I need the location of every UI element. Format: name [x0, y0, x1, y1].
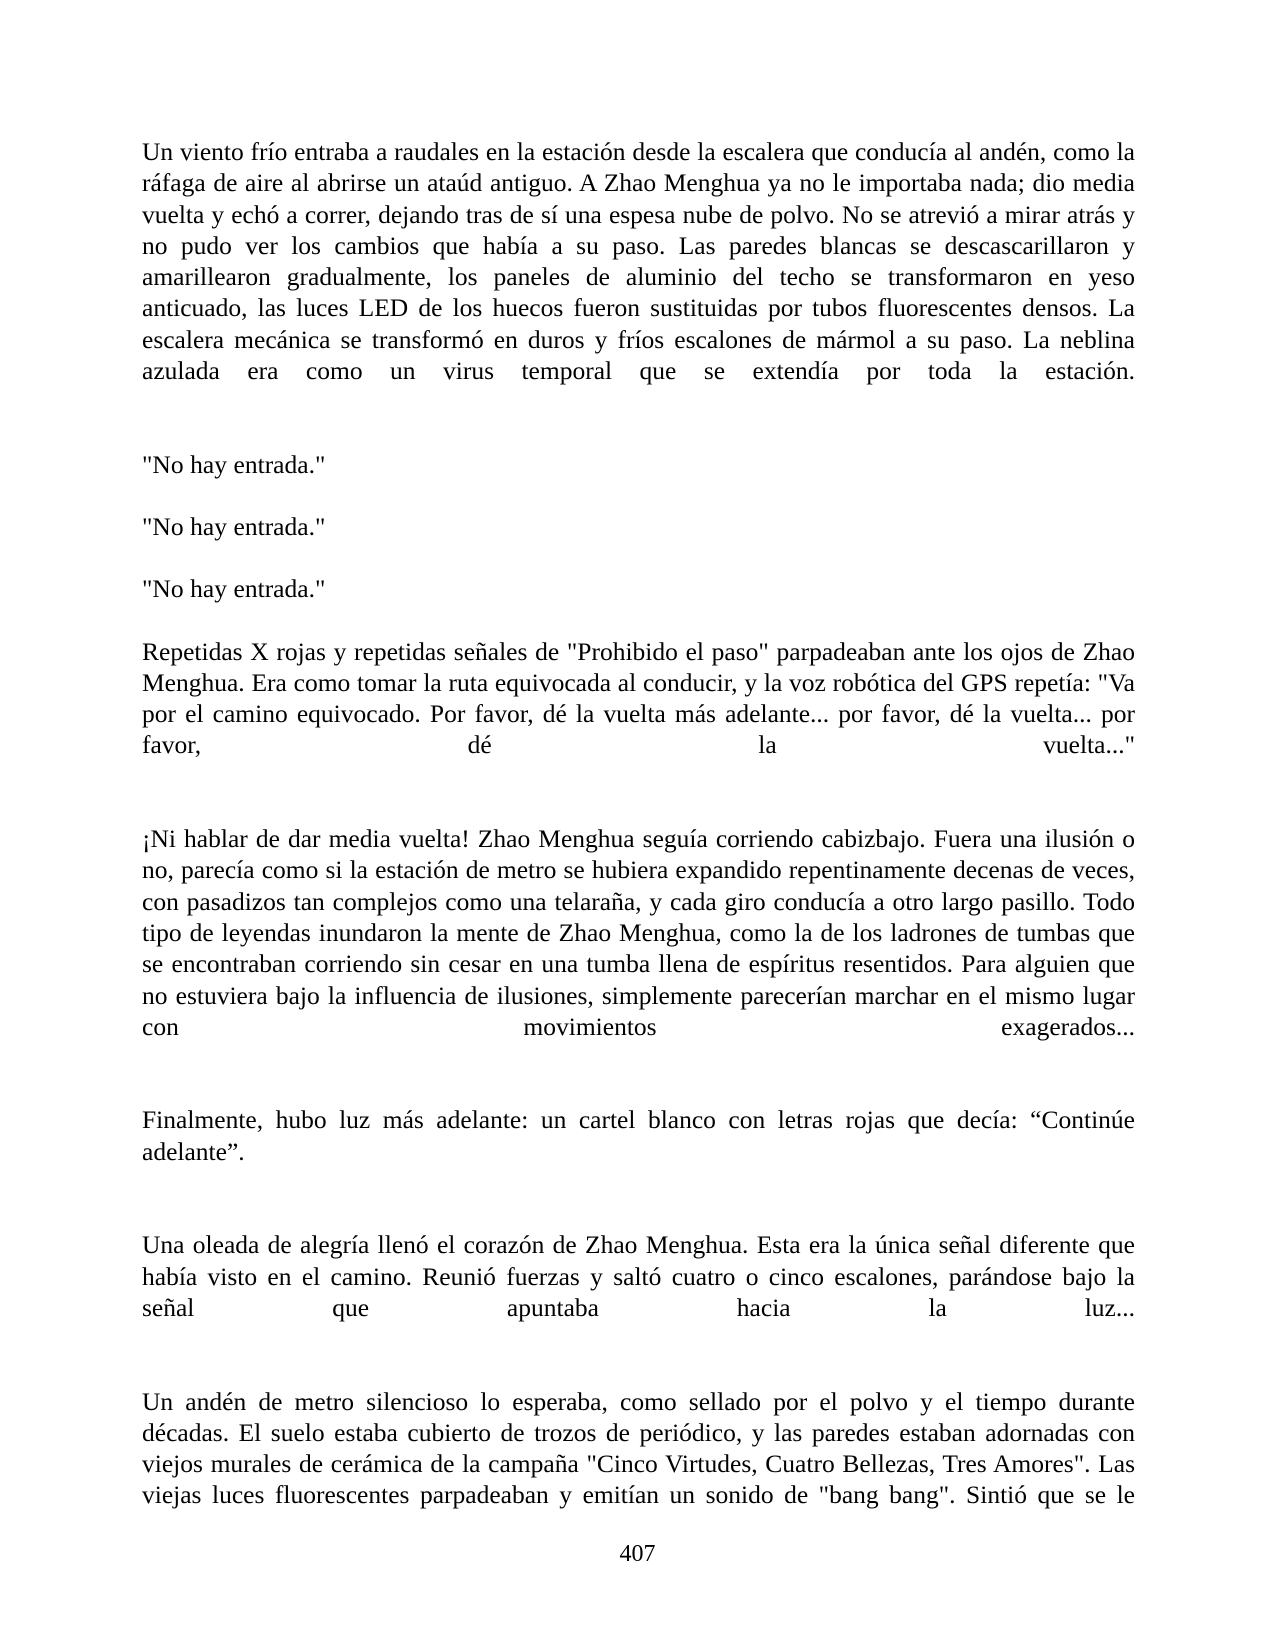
paragraph: Un viento frío entraba a raudales en la estación desde la escalera que conducía al andén, como la ráfaga de aire al abrirse un ataúd antiguo. A Zhao Menghua ya no le importaba nada; dio media vuelta y echó a correr, dejando tras de sí una espesa nube de polvo. No se atrevió a mirar atrás y no pudo ver los cambios que había a su paso. Las paredes blancas se descascarillaron y amarillearon gradualmente, los paneles de aluminio del techo se transformaron en yeso anticuado, las luces LED de los huecos fueron sustituidas por tubos fluorescentes densos. La escalera mecánica se transformó en duros y fríos escalones de mármol a su paso. La neblina azulada era como un virus temporal que se extendía por toda la estación. — [142, 137, 1135, 386]
page-number: 407 — [619, 1541, 656, 1567]
paragraph: "No hay entrada." — [142, 574, 326, 604]
paragraph: Repetidas X rojas y repetidas señales de "Prohibido el paso" parpadeaban ante los ojos de Zhao Menghua. Era como tomar la ruta equivocada al conducir, y la voz robótica del GPS repetía: "Va por el camino equivocado. Por favor, dé la vuelta más adelante... por favor, dé la vuelta... por favor, dé la vuelta..." — [142, 636, 1135, 760]
paragraph: Una oleada de alegría llenó el corazón de Zhao Menghua. Esta era la única señal diferente que había visto en el camino. Reunió fuerzas y saltó cuatro o cinco escalones, parándose bajo la señal que apuntaba hacia la luz... — [142, 1230, 1135, 1322]
paragraph: Un andén de metro silencioso lo esperaba, como sellado por el polvo y el tiempo durante décadas. El suelo estaba cubierto de trozos de periódico, y las paredes estaban adornadas con viejos murales de cerámica de la campaña "Cinco Virtudes, Cuatro Bellezas, Tres Amores". Las viejas luces fluorescentes parpadeaban y emitían un sonido de "bang bang". Sintió que se le — [142, 1386, 1135, 1510]
paragraph: "No hay entrada." — [142, 449, 326, 479]
paragraph: Finalmente, hubo luz más adelante: un cartel blanco con letras rojas que decía: “Continúe adelante”. — [142, 1105, 1135, 1166]
body-text-column — [142, 136, 1135, 1542]
paragraph: ¡Ni hablar de dar media vuelta! Zhao Menghua seguía corriendo cabizbajo. Fuera una ilusión o no, parecía como si la estación de metro se hubiera expandido repentinamente decenas de veces, con pasadizos tan complejos como una telaraña, y cada giro conducía a otro largo pasillo. Todo tipo de leyendas inundaron la mente de Zhao Menghua, como la de los ladrones de tumbas que se encontraban corriendo sin cesar en una tumba llena de espíritus resentidos. Para alguien que no estuviera bajo la influencia de ilusiones, simplemente parecerían marchar en el mismo lugar con movimientos exagerados... — [142, 824, 1135, 1041]
paragraph: "No hay entrada." — [142, 511, 326, 541]
